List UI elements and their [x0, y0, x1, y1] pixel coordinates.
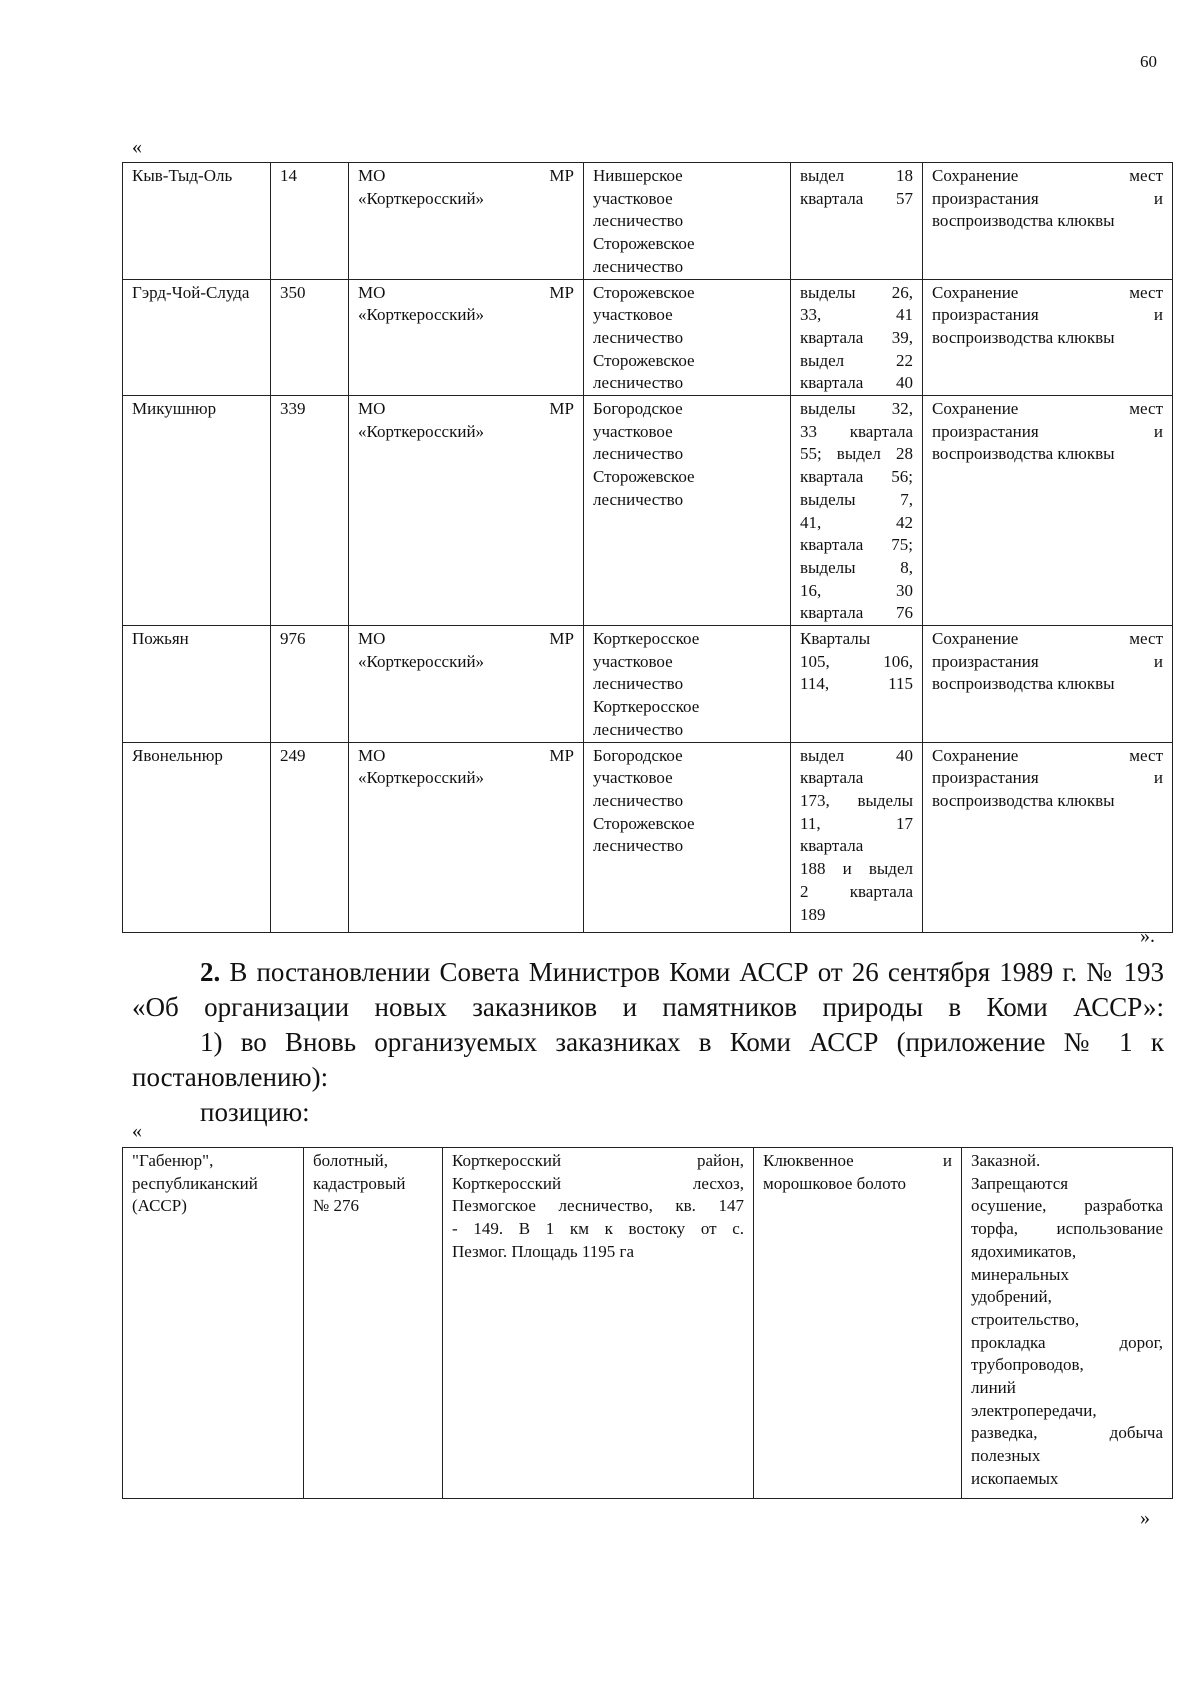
reserve-name-cell — [123, 396, 271, 626]
area-value: 339 — [280, 399, 306, 419]
plots-line: квартала 39, — [800, 327, 913, 347]
plots-line: квартала — [800, 768, 864, 788]
plots-line: 189 — [800, 904, 826, 924]
purpose-line: воспроизводства клюквы — [932, 327, 1115, 347]
col1-line: "Габенюр", — [132, 1151, 214, 1170]
paragraph-2-text: В постановлении Совета Министров Коми АССР от 26 сентября 1989 г. № 193 «Об организации новых заказников и памятников природы в Коми АССР»: — [132, 957, 1164, 1022]
close-quote: ». — [1140, 925, 1155, 947]
plots-cell — [791, 742, 923, 932]
col5-line: разведка, добыча — [971, 1423, 1163, 1443]
forestry-cell — [584, 163, 791, 280]
forestry-line: участковое — [593, 651, 673, 671]
col1-line: (АССР) — [132, 1196, 187, 1216]
reserve-name-cell — [123, 163, 271, 280]
forestry-line: лесничество — [593, 790, 684, 810]
purpose-line: Сохранение мест — [932, 166, 1163, 185]
plots-line: 16, 30 — [800, 580, 913, 600]
mo-label: МО — [358, 745, 386, 765]
purpose-line: произрастания и — [932, 188, 1163, 208]
forestry-line: лесничество — [593, 489, 684, 509]
plots-line: выделы 26, — [800, 282, 913, 302]
municipality-cell — [349, 396, 584, 626]
forestry-line: Сторожевское — [593, 350, 695, 370]
purpose-cell — [923, 742, 1173, 932]
purpose-cell — [923, 163, 1173, 280]
plots-line: Кварталы — [800, 629, 871, 649]
col2-line: болотный, — [313, 1151, 388, 1170]
forestry-cell — [584, 279, 791, 396]
purpose-line: произрастания и — [932, 305, 1163, 325]
plots-line: 33 квартала — [800, 421, 913, 441]
col4-line: морошковое болото — [763, 1173, 907, 1193]
forestry-cell — [584, 742, 791, 932]
forestry-line: Корткеросское — [593, 629, 700, 649]
forestry-line: лесничество — [593, 327, 684, 347]
plots-line: выдел 40 — [800, 745, 913, 765]
col5-line: Заказной. — [971, 1151, 1041, 1170]
reserve-name: Кыв-Тыд-Оль — [132, 166, 233, 185]
table-row — [123, 279, 1173, 396]
plots-line: 33, 41 — [800, 305, 913, 325]
col5-line: строительство, — [971, 1309, 1080, 1329]
col4-line: Клюквенное и — [763, 1151, 952, 1170]
plots-line: выделы 8, — [800, 557, 913, 577]
municipality-cell — [349, 626, 584, 743]
col5-line: полезных — [971, 1446, 1041, 1466]
area-value: 350 — [280, 282, 306, 302]
reserve-name: Микушнюр — [132, 399, 217, 419]
table-row — [123, 1148, 1173, 1499]
paragraph-4: позицию: — [200, 1097, 310, 1127]
col1-line: республиканский — [132, 1173, 258, 1193]
reserve-position-table — [122, 1147, 1173, 1499]
col3-line: Пезмог. Площадь 1195 га — [452, 1241, 635, 1261]
plots-cell — [791, 626, 923, 743]
table-row — [123, 626, 1173, 743]
plots-line: 11, 17 — [800, 813, 913, 833]
col3-line: Корткеросский лесхоз, — [452, 1173, 744, 1193]
plots-line: 173, выделы — [800, 790, 913, 810]
col5-line: торфа, использование — [971, 1219, 1163, 1239]
purpose-line: воспроизводства клюквы — [932, 444, 1115, 464]
purpose-line: произрастания и — [932, 421, 1163, 441]
purpose-line: произрастания и — [932, 651, 1163, 671]
area-value: 249 — [280, 745, 306, 765]
purpose-line: Сохранение мест — [932, 282, 1163, 302]
forestry-line: Богородское — [593, 745, 683, 765]
col5-line: ископаемых — [971, 1468, 1059, 1488]
plots-cell — [791, 163, 923, 280]
reserve-location-cell — [443, 1148, 754, 1499]
plots-cell — [791, 279, 923, 396]
area-cell — [271, 742, 349, 932]
mr-label: МР — [549, 629, 574, 649]
forestry-cell — [584, 626, 791, 743]
plots-line: выделы 7, — [800, 489, 913, 509]
district-name: «Корткеросский» — [358, 768, 485, 788]
purpose-cell — [923, 396, 1173, 626]
reserves-table — [122, 162, 1173, 933]
district-name: «Корткеросский» — [358, 421, 485, 441]
col5-line: минеральных — [971, 1264, 1069, 1284]
paragraph-3: 1) во Вновь организуемых заказниках в Коми АССР (приложение № 1 к постановлению): — [132, 1027, 1164, 1092]
forestry-line: участковое — [593, 421, 673, 441]
table-row — [123, 742, 1173, 932]
forestry-line: лесничество — [593, 444, 684, 464]
reserve-name: Пожьян — [132, 629, 189, 649]
plots-line: 114, 115 — [800, 674, 913, 694]
mr-label: МР — [549, 282, 574, 302]
forestry-line: участковое — [593, 188, 673, 208]
forestry-line: Корткеросское — [593, 697, 700, 717]
forestry-line: лесничество — [593, 256, 684, 276]
area-value: 976 — [280, 629, 306, 649]
forestry-line: Сторожевское — [593, 234, 695, 254]
forestry-line: Сторожевское — [593, 813, 695, 833]
plots-line: 188 и выдел — [800, 859, 913, 879]
open-quote-2: « — [132, 1120, 142, 1142]
col5-line: Запрещаются — [971, 1173, 1069, 1193]
area-value: 14 — [280, 166, 297, 185]
area-cell — [271, 163, 349, 280]
col5-line: прокладка дорог, — [971, 1332, 1163, 1352]
reserve-type-cell — [304, 1148, 443, 1499]
col5-line: осушение, разработка — [971, 1196, 1163, 1216]
plots-line: квартала 56; — [800, 467, 913, 487]
reserve-name: Гэрд-Чой-Слуда — [132, 282, 250, 302]
forestry-line: участковое — [593, 305, 673, 325]
municipality-cell — [349, 163, 584, 280]
reserve-name: Явонельнюр — [132, 745, 223, 765]
forestry-line: Нившерское — [593, 166, 683, 185]
forestry-line: Сторожевское — [593, 282, 695, 302]
plots-line: квартала 76 — [800, 603, 913, 623]
col5-line: линий — [971, 1378, 1016, 1398]
municipality-cell — [349, 742, 584, 932]
mo-label: МО — [358, 166, 386, 185]
plots-line: выдел 18 — [800, 166, 913, 185]
plots-line: выдел 22 — [800, 350, 913, 370]
close-quote-2: » — [1140, 1507, 1150, 1529]
district-name: «Корткеросский» — [358, 305, 485, 325]
area-cell — [271, 626, 349, 743]
plots-line: 41, 42 — [800, 512, 913, 532]
col5-line: трубопроводов, — [971, 1355, 1084, 1375]
plots-cell — [791, 396, 923, 626]
purpose-line: воспроизводства клюквы — [932, 211, 1115, 231]
mr-label: МР — [549, 399, 574, 419]
district-name: «Корткеросский» — [358, 188, 485, 208]
col3-line: - 149. В 1 км к востоку от с. — [452, 1219, 744, 1239]
table-row — [123, 163, 1173, 280]
purpose-line: произрастания и — [932, 768, 1163, 788]
plots-line: 105, 106, — [800, 651, 913, 671]
reserve-name-cell — [123, 279, 271, 396]
purpose-line: Сохранение мест — [932, 745, 1163, 765]
plots-line: квартала 40 — [800, 373, 913, 393]
forestry-line: лесничество — [593, 674, 684, 694]
reserve-name-cell — [123, 1148, 304, 1499]
forestry-line: лесничество — [593, 836, 684, 856]
forestry-line: лесничество — [593, 211, 684, 231]
col3-line: Пезмогское лесничество, кв. 147 — [452, 1196, 744, 1216]
mr-label: МР — [549, 166, 574, 185]
mo-label: МО — [358, 399, 386, 419]
plots-line: квартала 57 — [800, 188, 913, 208]
col2-line: кадастровый — [313, 1173, 406, 1193]
purpose-line: воспроизводства клюквы — [932, 790, 1115, 810]
forestry-cell — [584, 396, 791, 626]
reserve-regime-cell — [962, 1148, 1173, 1499]
purpose-line: Сохранение мест — [932, 399, 1163, 419]
plots-line: выделы 32, — [800, 399, 913, 419]
district-name: «Корткеросский» — [358, 651, 485, 671]
area-cell — [271, 396, 349, 626]
forestry-line: участковое — [593, 768, 673, 788]
reserve-name-cell — [123, 742, 271, 932]
purpose-cell — [923, 279, 1173, 396]
forestry-line: лесничество — [593, 719, 684, 739]
page-number: 60 — [1140, 52, 1157, 71]
forestry-line: лесничество — [593, 373, 684, 393]
col2-line: № 276 — [313, 1196, 359, 1216]
open-quote: « — [132, 136, 142, 158]
area-cell — [271, 279, 349, 396]
forestry-line: Богородское — [593, 399, 683, 419]
purpose-line: воспроизводства клюквы — [932, 674, 1115, 694]
plots-line: 55; выдел 28 — [800, 444, 913, 464]
col3-line: Корткеросский район, — [452, 1151, 744, 1170]
plots-line: 2 квартала — [800, 881, 913, 901]
mr-label: МР — [549, 745, 574, 765]
purpose-cell — [923, 626, 1173, 743]
mo-label: МО — [358, 629, 386, 649]
plots-line: квартала — [800, 836, 864, 856]
municipality-cell — [349, 279, 584, 396]
col5-line: удобрений, — [971, 1287, 1052, 1307]
col5-line: электропередачи, — [971, 1400, 1097, 1420]
paragraph-2-number: 2. — [200, 957, 221, 987]
table-row — [123, 396, 1173, 626]
purpose-line: Сохранение мест — [932, 629, 1163, 649]
reserve-name-cell — [123, 626, 271, 743]
paragraph-2 — [132, 955, 1164, 1025]
plots-line: квартала 75; — [800, 535, 913, 555]
col5-line: ядохимикатов, — [971, 1241, 1077, 1261]
reserve-object-cell — [754, 1148, 962, 1499]
forestry-line: Сторожевское — [593, 467, 695, 487]
mo-label: МО — [358, 282, 386, 302]
